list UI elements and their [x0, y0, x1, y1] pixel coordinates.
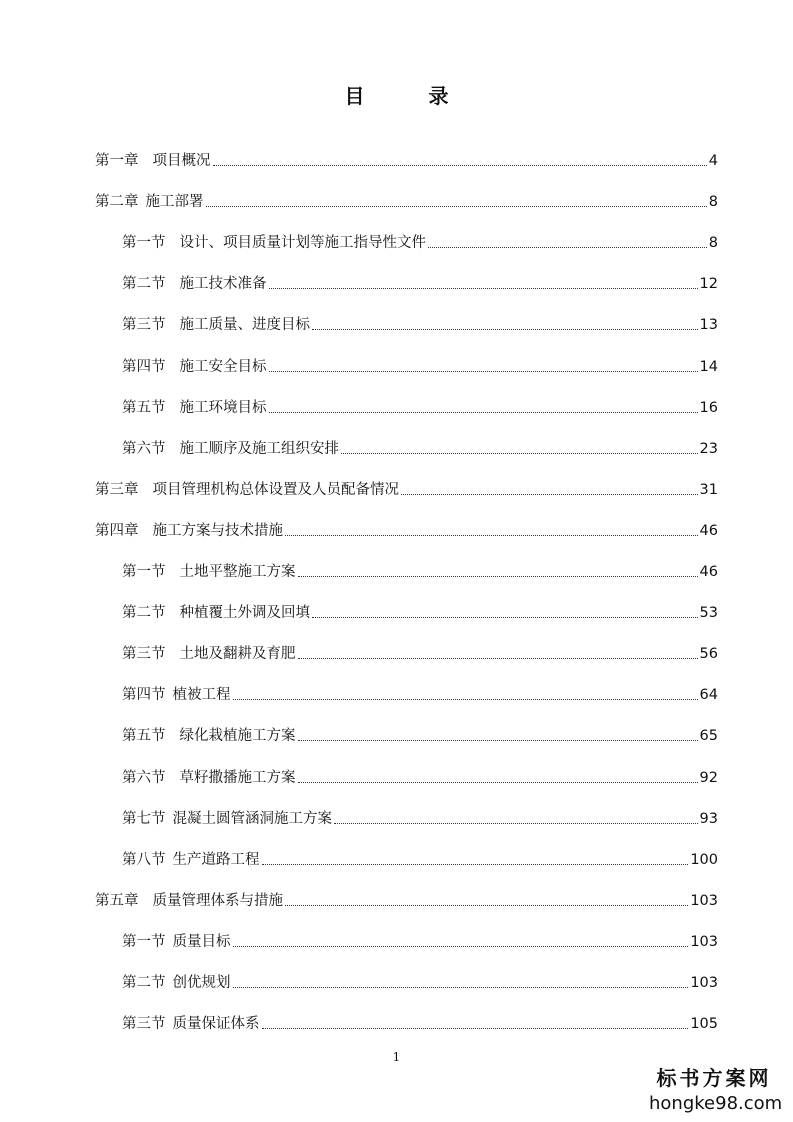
toc-entry-title: 施工质量、进度目标: [179, 317, 310, 334]
toc-dot-leader: [312, 616, 698, 618]
toc-entry-label: [122, 932, 231, 952]
toc-page-number: 46: [699, 564, 718, 580]
toc-entry[interactable]: [95, 881, 718, 911]
toc-entry-number: 第四节: [122, 687, 166, 704]
toc-entry-number: 第一节: [122, 933, 166, 950]
toc-entry-number: 第四节: [122, 358, 166, 375]
toc-page-number: 64: [699, 687, 718, 704]
toc-entry-title: 生产道路工程: [172, 851, 260, 868]
toc-entry-label: [122, 1014, 260, 1034]
toc-entry-title: 植被工程: [172, 687, 231, 704]
toc-entry-title: 施工方案与技术措施: [152, 522, 283, 539]
toc-entry-title: 质量管理体系与措施: [152, 892, 283, 909]
watermark-cn-text: 标书方案网: [656, 1066, 772, 1090]
toc-entry-number: 第三节: [122, 646, 166, 663]
toc-page-number: 13: [699, 317, 718, 334]
toc-entry-number: 第二节: [122, 975, 166, 991]
toc-entry[interactable]: [122, 716, 718, 746]
toc-page-number: 12: [699, 276, 718, 293]
toc-entry-number: 第一章: [95, 153, 139, 169]
toc-entry[interactable]: [122, 922, 718, 952]
toc-dot-leader: [428, 246, 707, 248]
toc-dot-leader: [233, 986, 689, 988]
toc-entry-title: 创优规划: [172, 975, 231, 991]
toc-dot-leader: [312, 328, 698, 330]
toc-dot-leader: [298, 781, 698, 783]
toc-dot-leader: [269, 411, 698, 413]
toc-entry-number: 第四章: [95, 522, 139, 539]
toc-entry-number: 第七节: [122, 810, 166, 827]
toc-entry[interactable]: [95, 182, 718, 212]
toc-dot-leader: [262, 1027, 689, 1029]
toc-entry[interactable]: [122, 593, 718, 623]
toc-entry-label: [95, 891, 283, 911]
toc-entry[interactable]: [122, 305, 718, 335]
toc-entry-label: [122, 398, 267, 418]
toc-entry-label: [122, 233, 426, 253]
toc-page-number: 8: [708, 235, 718, 252]
toc-dot-leader: [213, 164, 707, 166]
toc-entry-label: [95, 151, 211, 171]
toc-entry-title: 施工环境目标: [179, 399, 267, 416]
toc-page-number: 65: [699, 728, 718, 745]
toc-dot-leader: [298, 739, 698, 741]
toc-dot-leader: [298, 657, 698, 659]
toc-entry-label: [122, 685, 231, 705]
toc-page-number: 100: [690, 851, 718, 868]
toc-entry-label: [122, 562, 296, 582]
toc-entry-title: 混凝土圆管涵洞施工方案: [172, 810, 332, 827]
toc-page-number: 92: [699, 769, 718, 786]
watermark-en-text: hongke98.com: [649, 1093, 783, 1114]
toc-entry[interactable]: [122, 429, 718, 459]
toc-entry[interactable]: [122, 1004, 718, 1034]
toc-entry-label: [122, 439, 339, 459]
page-title: 目 录: [344, 84, 471, 108]
toc-entry-number: 第八节: [122, 851, 166, 868]
toc-entry[interactable]: [122, 264, 718, 294]
toc-entry-number: 第二节: [122, 276, 166, 293]
toc-dot-leader: [285, 534, 698, 536]
toc-entry-number: 第三章: [95, 481, 139, 498]
toc-page-number: 4: [708, 153, 718, 169]
toc-dot-leader: [298, 575, 698, 577]
toc-dot-leader: [206, 205, 707, 207]
toc-page-number: 103: [690, 892, 718, 909]
toc-entry-title: 施工顺序及施工组织安排: [179, 440, 339, 457]
toc-entry-number: 第五节: [122, 399, 166, 416]
toc-entry-title: 种植覆土外调及回填: [179, 605, 310, 622]
toc-page-number: 14: [699, 358, 718, 375]
toc-page-number: 56: [699, 646, 718, 663]
toc-entry-title: 施工技术准备: [179, 276, 267, 293]
toc-entry-label: [95, 521, 283, 541]
toc-entry-label: [122, 726, 296, 746]
toc-entry-label: [95, 192, 204, 212]
toc-entry-number: 第六节: [122, 440, 166, 457]
toc-entry-title: 项目概况: [152, 153, 211, 169]
toc-entry-number: 第五节: [122, 728, 166, 745]
toc-entry[interactable]: [122, 840, 718, 870]
toc-page-number: 103: [690, 933, 718, 950]
toc-page-number: 53: [699, 605, 718, 622]
toc-dot-leader: [269, 370, 698, 372]
toc-page-number: 103: [690, 975, 718, 991]
toc-entry-number: 第六节: [122, 769, 166, 786]
toc-dot-leader: [233, 945, 689, 947]
toc-entry[interactable]: [122, 634, 718, 664]
toc-entry-label: [122, 809, 332, 829]
toc-entry[interactable]: [95, 511, 718, 541]
toc-entry[interactable]: [95, 141, 718, 171]
toc-entry-label: [95, 480, 399, 500]
toc-entry-title: 土地及翻耕及育肥: [179, 646, 296, 663]
toc-entry-title: 设计、项目质量计划等施工指导性文件: [179, 235, 426, 252]
toc-entry-title: 质量保证体系: [172, 1016, 260, 1033]
toc-entry[interactable]: [122, 347, 718, 377]
toc-entry[interactable]: [122, 552, 718, 582]
toc-entry[interactable]: [95, 470, 718, 500]
toc-entry-title: 绿化栽植施工方案: [179, 728, 296, 745]
toc-dot-leader: [262, 863, 689, 865]
toc-entry[interactable]: [122, 963, 718, 993]
toc-page-number: 8: [708, 194, 718, 211]
toc-dot-leader: [334, 822, 698, 824]
toc-page-number: 16: [699, 399, 718, 416]
toc-entry-number: 第三节: [122, 317, 166, 334]
page-number: 1: [392, 1050, 401, 1064]
toc-entry-label: [122, 357, 267, 377]
toc-page-number: 93: [699, 810, 718, 827]
toc-entry[interactable]: [122, 223, 718, 253]
toc-entry-title: 质量目标: [172, 933, 231, 950]
toc-entry[interactable]: [122, 388, 718, 418]
watermark-logo: [649, 1062, 783, 1114]
toc-entry-label: [122, 973, 231, 993]
toc-entry-label: [122, 315, 310, 335]
toc-entry-label: [122, 644, 296, 664]
toc-entry-number: 第一节: [122, 564, 166, 580]
toc-entry-label: [122, 274, 267, 294]
toc-entry-title: 草籽撒播施工方案: [179, 769, 296, 786]
toc-entry-title: 项目管理机构总体设置及人员配备情况: [152, 481, 399, 498]
toc-entry-label: [122, 603, 310, 623]
toc-entry-number: 第二章: [95, 194, 139, 211]
toc-entry[interactable]: [122, 758, 718, 788]
toc-entry-label: [122, 768, 296, 788]
toc-page-number: 23: [699, 440, 718, 457]
toc-entry[interactable]: [122, 799, 718, 829]
toc-dot-leader: [401, 493, 698, 495]
toc-entry-title: 施工部署: [145, 194, 204, 211]
toc-entry-title: 土地平整施工方案: [179, 564, 296, 580]
toc-page-number: 105: [690, 1016, 718, 1033]
toc-entry-title: 施工安全目标: [179, 358, 267, 375]
toc-entry-number: 第五章: [95, 892, 139, 909]
toc-entry-number: 第一节: [122, 235, 166, 252]
toc-entry-label: [122, 850, 260, 870]
toc-dot-leader: [341, 452, 698, 454]
toc-page-number: 31: [699, 481, 718, 498]
toc-dot-leader: [285, 904, 688, 906]
toc-entry[interactable]: [122, 675, 718, 705]
toc-dot-leader: [233, 698, 698, 700]
toc-entry-number: 第二节: [122, 605, 166, 622]
toc-entry-number: 第三节: [122, 1016, 166, 1033]
toc-dot-leader: [269, 287, 698, 289]
toc-page-number: 46: [699, 522, 718, 539]
